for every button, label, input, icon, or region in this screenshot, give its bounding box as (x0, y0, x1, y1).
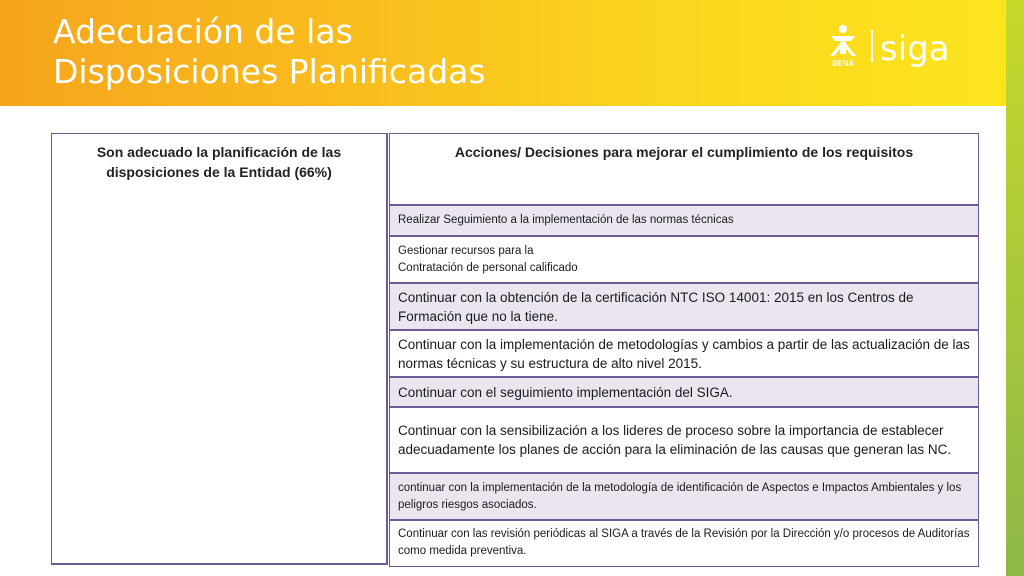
action-text: Realizar Seguimiento a la implementación de las normas técnicas (398, 214, 734, 226)
action-row (390, 331, 978, 378)
criteria-column (51, 133, 388, 565)
title-line-1: Adecuación de las (53, 12, 353, 51)
actions-header: Acciones/ Decisiones para mejorar el cumplimiento de los requisitos (390, 134, 978, 206)
action-row (390, 521, 978, 565)
sena-emblem-icon (830, 25, 856, 56)
side-accent-strip (1006, 0, 1024, 576)
action-text: Continuar con el seguimiento implementación del SIGA. (398, 384, 733, 400)
action-text: Continuar con la sensibilización a los lideres de proceso sobre la importancia de establecer adecuadamente los planes de acción para la eliminación de las causas que generan las NC. (398, 423, 952, 457)
action-row (390, 474, 978, 521)
action-text-line1: Gestionar recursos para la (398, 244, 534, 257)
title-line-2: Disposiciones Planificadas (53, 52, 486, 91)
sena-siga-logo (826, 20, 976, 76)
action-row (390, 408, 978, 474)
action-text: Continuar con la implementación de metodologías y cambios a partir de las actualización de las normas técnicas y su estructura de alto nivel 2015. (398, 336, 970, 371)
siga-text: siga (880, 29, 950, 69)
action-text: Continuar con las revisión periódicas al SIGA a través de la Revisión por la Dirección y/o procesos de Auditorías como medida preventiva. (398, 528, 970, 557)
action-text: Continuar con la obtención de la certificación NTC ISO 14001: 2015 en los Centros de Formación que no la tiene. (398, 289, 914, 324)
action-row (390, 206, 978, 237)
action-text: continuar con la implementación de la metodología de identificación de Aspectos e Impactos Ambientales y los peligros riesgos asociados. (398, 481, 962, 511)
actions-column (389, 133, 979, 567)
sena-text: SENA (831, 59, 855, 68)
logo-divider (871, 30, 873, 62)
action-row (390, 378, 978, 408)
action-text (398, 243, 578, 277)
action-row (390, 284, 978, 331)
criteria-header: Son adecuado la planificación de las disposiciones de la Entidad (66%) (96, 144, 342, 180)
action-row (390, 237, 978, 284)
action-text-line2: Contratación de personal calificado (398, 261, 578, 274)
page-title (53, 12, 486, 92)
header-banner (0, 0, 1024, 106)
